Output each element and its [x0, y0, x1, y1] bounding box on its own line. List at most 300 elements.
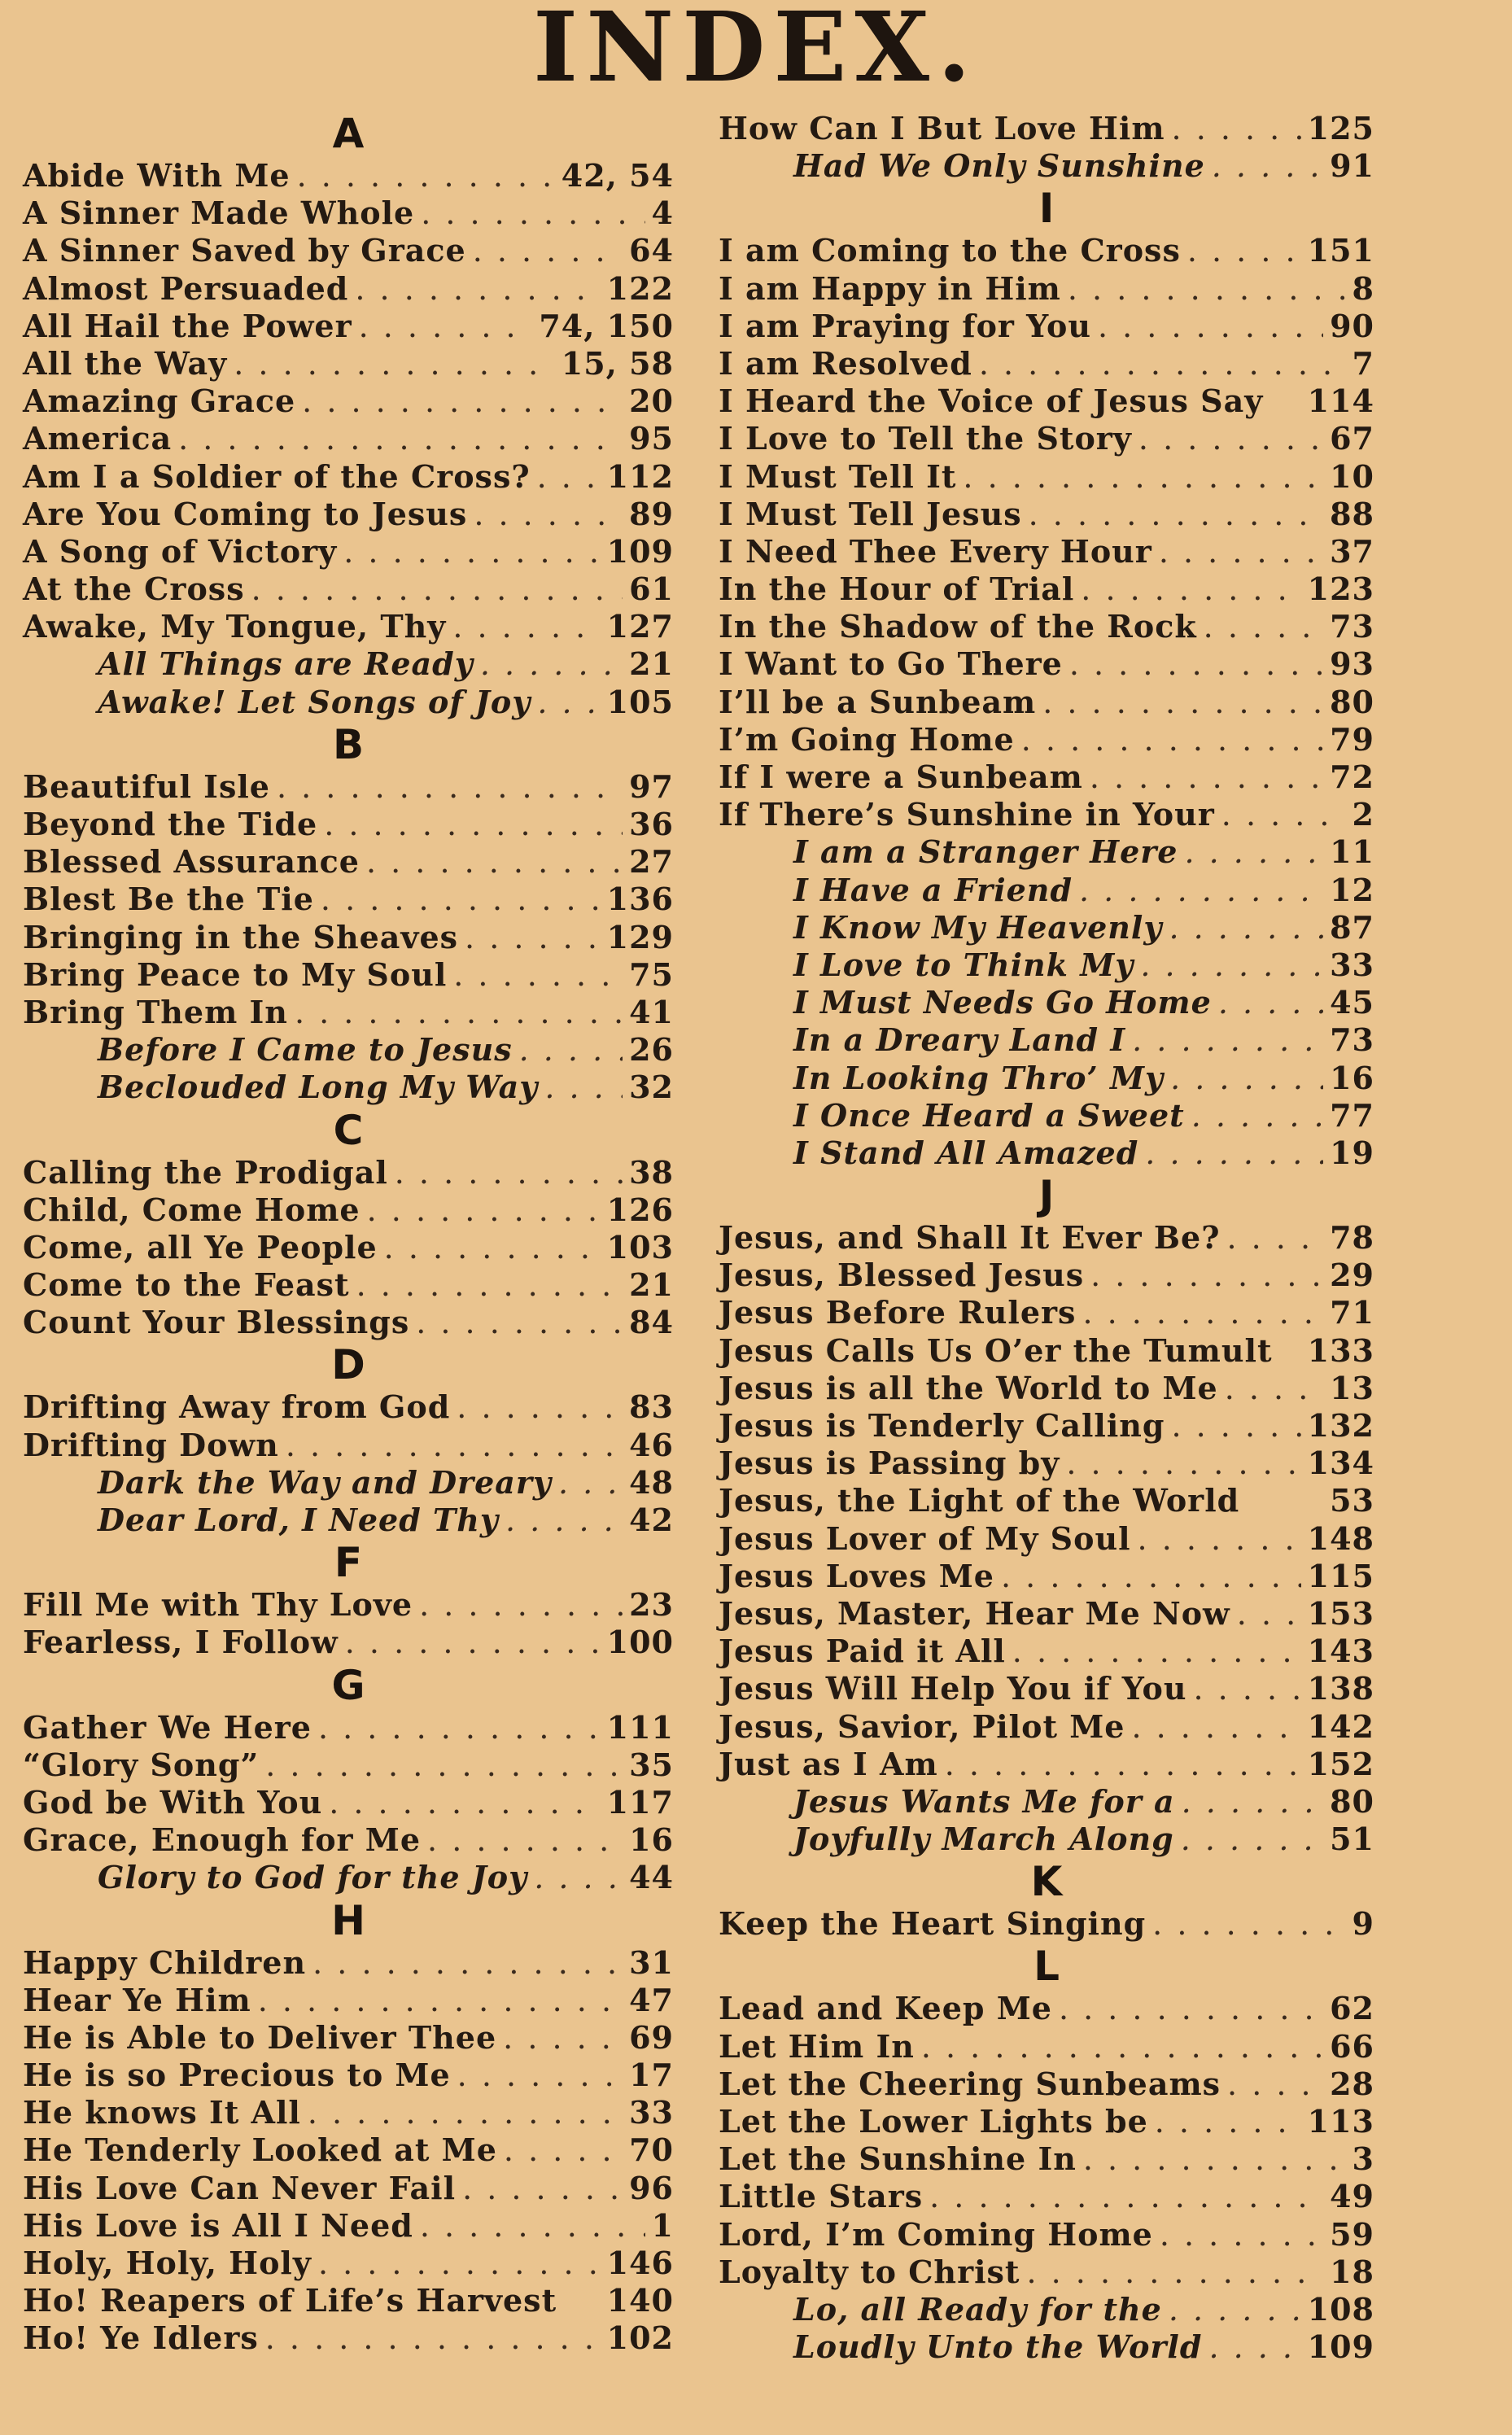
entry-title: Jesus, the Light of the World [719, 1482, 1240, 1519]
index-entry [719, 796, 1374, 833]
index-entry [719, 1633, 1374, 1670]
entry-title: Beyond the Tide [23, 806, 318, 842]
entry-page-numbers: 17 [629, 2057, 674, 2094]
entry-title: In Looking Thro’ My [793, 1059, 1165, 1096]
entry-title: Lead and Keep Me [719, 1990, 1052, 2027]
entry-title: Fill Me with Thy Love [23, 1586, 413, 1624]
entry-title: If There’s Sunshine in Your [719, 796, 1215, 833]
entry-title: Had We Only Sunshine [793, 147, 1205, 185]
entry-page-numbers: 95 [629, 420, 674, 457]
entry-page-numbers: 69 [629, 2018, 674, 2056]
entry-title: He is so Precious to Me [23, 2057, 451, 2094]
dot-leader [537, 684, 600, 721]
dot-leader [457, 2057, 623, 2094]
entry-title: I Must Tell Jesus [719, 495, 1022, 532]
entry-page-numbers: 12 [1330, 871, 1374, 908]
entry-page-numbers: 19 [1330, 1134, 1374, 1171]
index-sub-entry [23, 1464, 674, 1502]
entry-page-numbers: 80 [1330, 1782, 1374, 1820]
index-entry [23, 2170, 674, 2207]
dot-leader [1059, 1990, 1323, 2027]
entry-title: A Song of Victory [23, 532, 338, 570]
dot-leader [1026, 2254, 1323, 2291]
dot-leader [480, 645, 623, 683]
entry-page-numbers: 102 [606, 2319, 674, 2357]
entry-title: Lord, I’m Coming Home [719, 2215, 1153, 2253]
entry-title: Keep the Heart Singing [719, 1905, 1147, 1943]
entry-title: Calling the Prodigal [23, 1153, 388, 1191]
entry-page-numbers: 31 [629, 1943, 674, 1981]
index-entry [719, 458, 1374, 496]
dot-leader [1172, 110, 1301, 147]
index-entry [23, 1586, 674, 1624]
entry-page-numbers: 59 [1330, 2215, 1374, 2253]
entry-page-numbers: 100 [606, 1624, 674, 1661]
index-entry [719, 2066, 1374, 2103]
entry-page-numbers: 126 [606, 1191, 674, 1228]
entry-page-numbers: 49 [1330, 2178, 1374, 2215]
entry-page-numbers: 114 [1307, 383, 1374, 420]
entry-title: I Must Needs Go Home [793, 984, 1212, 1021]
dot-leader [1081, 570, 1300, 608]
index-entry [23, 2245, 674, 2282]
entry-page-numbers: 75 [629, 955, 674, 993]
entry-title: Awake! Let Songs of Joy [98, 683, 531, 720]
entry-page-numbers: 62 [1330, 1990, 1374, 2027]
entry-title: Bring Them In [23, 993, 288, 1030]
dot-leader [384, 1229, 601, 1266]
entry-page-numbers: 46 [629, 1426, 674, 1463]
index-entry [23, 919, 674, 956]
dot-leader [1138, 420, 1323, 457]
entry-title: Drifting Away from God [23, 1388, 451, 1426]
entry-page-numbers: 15, 58 [561, 344, 674, 382]
entry-page-numbers: 72 [1330, 758, 1374, 795]
entry-title: Jesus Before Rulers [719, 1294, 1077, 1331]
entry-page-numbers: 20 [629, 383, 674, 420]
index-entry [23, 232, 674, 269]
entry-page-numbers: 115 [1307, 1557, 1374, 1594]
entry-page-numbers: 109 [606, 532, 674, 570]
entry-page-numbers: 91 [1330, 147, 1374, 185]
entry-title: Dark the Way and Dreary [98, 1463, 552, 1501]
dot-leader [1182, 1783, 1323, 1821]
section-letter-h: H [331, 1896, 365, 1944]
section-letter-b: B [332, 720, 365, 768]
dot-leader [505, 1502, 623, 1539]
dot-leader [1227, 2066, 1323, 2103]
index-entry [719, 308, 1374, 345]
entry-title: Beautiful Isle [23, 767, 270, 805]
index-entry [23, 994, 674, 1031]
entry-page-numbers: 16 [629, 1821, 674, 1859]
dot-leader [1171, 1407, 1300, 1445]
dot-leader [1187, 232, 1301, 269]
dot-leader [1225, 1370, 1323, 1407]
index-entry [23, 157, 674, 195]
entry-title: Let the Sunshine In [719, 2140, 1077, 2178]
entry-title: Just as I Am [719, 1745, 938, 1782]
dot-leader [979, 345, 1346, 383]
entry-page-numbers: 140 [606, 2282, 674, 2319]
index-sub-entry [719, 2328, 1374, 2366]
entry-page-numbers: 109 [1307, 2328, 1374, 2366]
index-sub-entry [23, 1502, 674, 1539]
entry-page-numbers: 152 [1307, 1745, 1374, 1782]
dot-leader [1226, 1219, 1323, 1257]
index-entry [23, 1388, 674, 1426]
dot-leader [504, 2131, 623, 2169]
entry-page-numbers: 70 [629, 2131, 674, 2169]
entry-page-numbers: 103 [606, 1228, 674, 1266]
index-entry [719, 2103, 1374, 2140]
entry-title: He is Able to Deliver Thee [23, 2018, 497, 2056]
section-letter-c: C [333, 1106, 364, 1154]
dot-leader [1090, 1257, 1323, 1294]
entry-page-numbers: 138 [1307, 1670, 1374, 1707]
entry-title: I Once Heard a Sweet [793, 1096, 1185, 1134]
section-letter-a: A [332, 110, 365, 157]
entry-page-numbers: 142 [1307, 1707, 1374, 1745]
dot-leader [345, 1624, 601, 1661]
index-entry [719, 533, 1374, 570]
entry-title: Fearless, I Follow [23, 1624, 339, 1661]
index-entry [23, 1624, 674, 1661]
index-entry [719, 496, 1374, 533]
index-entry [719, 1708, 1374, 1746]
index-entry [23, 1304, 674, 1341]
dot-leader [329, 1784, 600, 1821]
dot-leader [324, 806, 623, 843]
dot-leader [297, 157, 555, 195]
entry-page-numbers: 51 [1330, 1821, 1374, 1858]
entry-page-numbers: 41 [629, 993, 674, 1030]
entry-title: Bring Peace to My Soul [23, 955, 448, 993]
entry-title: I Love to Think My [793, 946, 1134, 983]
dot-leader [420, 2207, 645, 2245]
index-entry [23, 570, 674, 608]
entry-title: I am Happy in Him [719, 269, 1061, 307]
entry-page-numbers: 64 [629, 232, 674, 269]
index-entry [23, 2057, 674, 2094]
index-entry [23, 458, 674, 496]
entry-title: All the Way [23, 344, 228, 382]
entry-page-numbers: 10 [1330, 457, 1374, 495]
dot-leader [537, 458, 601, 496]
entry-page-numbers: 105 [606, 683, 674, 720]
index-entry [23, 806, 674, 843]
dot-leader [1066, 1445, 1300, 1482]
entry-title: Awake, My Tongue, Thy [23, 608, 447, 645]
entry-title: Bringing in the Sheaves [23, 918, 459, 955]
dot-leader [416, 1304, 623, 1341]
dot-leader [453, 956, 623, 994]
entry-title: I Stand All Amazed [793, 1134, 1139, 1171]
entry-title: If I were a Sunbeam [719, 758, 1083, 795]
dot-leader [1159, 533, 1323, 570]
dot-leader [1237, 1595, 1301, 1633]
entry-title: Little Stars [719, 2178, 924, 2215]
entry-page-numbers: 8 [1352, 269, 1374, 307]
entry-title: Ho! Reapers of Life’s Harvest [23, 2282, 557, 2319]
dot-leader [503, 2019, 623, 2057]
entry-title: Jesus is Tenderly Calling [719, 1407, 1165, 1444]
index-entry [719, 270, 1374, 308]
entry-page-numbers: 87 [1330, 908, 1374, 946]
entry-title: Loyalty to Christ [719, 2253, 1020, 2290]
dot-leader [258, 1982, 623, 2019]
index-sub-entry [719, 984, 1374, 1021]
index-entry [23, 1154, 674, 1191]
entry-title: Let Him In [719, 2027, 915, 2065]
entry-title: Come, all Ye People [23, 1228, 378, 1266]
index-entry [719, 1905, 1374, 1943]
entry-title: Jesus Paid it All [719, 1633, 1006, 1670]
index-sub-entry [23, 1069, 674, 1106]
entry-title: God be With You [23, 1783, 323, 1821]
entry-title: Amazing Grace [23, 383, 296, 420]
index-entry [23, 1266, 674, 1304]
dot-leader [421, 195, 645, 232]
entry-page-numbers: 97 [629, 767, 674, 805]
entry-page-numbers: 33 [1330, 946, 1374, 983]
index-entry [719, 608, 1374, 645]
index-entry [23, 1784, 674, 1821]
entry-page-numbers: 84 [629, 1304, 674, 1341]
index-entry [23, 881, 674, 918]
entry-title: Beclouded Long My Way [98, 1069, 539, 1106]
entry-page-numbers: 80 [1330, 683, 1374, 720]
index-sub-entry [719, 1134, 1374, 1172]
section-letter-f: F [334, 1539, 363, 1587]
entry-page-numbers: 21 [629, 645, 674, 683]
entry-page-numbers: 18 [1330, 2253, 1374, 2290]
dot-leader [308, 2094, 623, 2131]
dot-leader [929, 2178, 1323, 2215]
section-letter-j: J [1038, 1172, 1055, 1220]
index-entry [23, 1229, 674, 1266]
entry-page-numbers: 32 [629, 1069, 674, 1106]
entry-title: Jesus is Passing by [719, 1445, 1060, 1482]
entry-page-numbers: 53 [1330, 1482, 1374, 1519]
entry-title: Jesus Lover of My Soul [719, 1519, 1131, 1557]
dot-leader [1098, 308, 1323, 345]
dot-leader [318, 2245, 601, 2282]
index-sub-entry [719, 872, 1374, 909]
index-entry [23, 843, 674, 881]
index-entry [719, 721, 1374, 758]
entry-title: I Need Thee Every Hour [719, 532, 1152, 570]
entry-title: America [23, 420, 173, 457]
dot-leader [395, 1154, 623, 1191]
entry-page-numbers: 21 [629, 1266, 674, 1304]
dot-leader [312, 1944, 623, 1982]
entry-page-numbers: 117 [606, 1783, 674, 1821]
entry-page-numbers: 111 [606, 1708, 674, 1746]
index-entry [23, 496, 674, 533]
dot-leader [1012, 1633, 1301, 1670]
entry-page-numbers: 45 [1330, 984, 1374, 1021]
index-entry [719, 1670, 1374, 1707]
entry-page-numbers: 133 [1307, 1331, 1374, 1369]
dot-leader [1001, 1558, 1301, 1595]
dot-leader [1152, 1905, 1345, 1943]
entry-title: Let the Lower Lights be [719, 2103, 1148, 2140]
dot-leader [355, 270, 600, 308]
entry-title: Jesus, Savior, Pilot Me [719, 1707, 1125, 1745]
dot-leader [945, 1746, 1301, 1783]
entry-title: Let the Cheering Sunbeams [719, 2065, 1221, 2102]
entry-title: At the Cross [23, 570, 245, 608]
index-entry [719, 1520, 1374, 1558]
index-sub-entry [23, 1031, 674, 1069]
dot-leader [1160, 2216, 1323, 2254]
entry-page-numbers: 143 [1307, 1633, 1374, 1670]
entry-title: Grace, Enough for Me [23, 1821, 422, 1859]
entry-title: Hear Ye Him [23, 1981, 251, 2018]
index-left-column [23, 110, 674, 2358]
entry-title: All Hail the Power [23, 307, 352, 344]
entry-page-numbers: 48 [629, 1463, 674, 1501]
entry-page-numbers: 151 [1307, 232, 1374, 269]
index-entry [719, 2140, 1374, 2178]
index-sub-entry [719, 833, 1374, 871]
index-entry [719, 110, 1374, 147]
entry-title: I Want to Go There [719, 645, 1063, 683]
entry-page-numbers: 93 [1330, 645, 1374, 683]
index-sub-entry [719, 1021, 1374, 1059]
index-entry [23, 1191, 674, 1229]
dot-leader [265, 2319, 601, 2357]
index-entry [719, 1445, 1374, 1482]
index-entry [23, 768, 674, 806]
dot-leader [462, 2170, 623, 2207]
index-entry [719, 1407, 1374, 1445]
dot-leader [1218, 984, 1323, 1021]
entry-title: I am Coming to the Cross [719, 232, 1181, 269]
entry-page-numbers: 125 [1307, 110, 1374, 146]
index-entry [719, 2216, 1374, 2254]
entry-page-numbers: 44 [629, 1859, 674, 1896]
dot-leader [1145, 1134, 1323, 1172]
dot-leader [1042, 684, 1323, 721]
index-entry [23, 2319, 674, 2357]
dot-leader [921, 2028, 1323, 2066]
index-entry [719, 345, 1374, 383]
dot-leader [427, 1821, 623, 1859]
dot-leader [1208, 2328, 1300, 2366]
entry-title: Am I a Soldier of the Cross? [23, 457, 531, 495]
index-entry [23, 420, 674, 457]
entry-page-numbers: 108 [1307, 2290, 1374, 2328]
entry-title: He Tenderly Looked at Me [23, 2131, 497, 2169]
dot-leader [1169, 909, 1323, 946]
entry-title: In the Hour of Trial [719, 570, 1075, 608]
entry-title: Dear Lord, I Need Thy [98, 1502, 499, 1538]
index-entry [23, 956, 674, 994]
index-entry [719, 2028, 1374, 2066]
dot-leader [1029, 496, 1323, 533]
entry-title: Jesus Calls Us O’er the Tumult [719, 1331, 1273, 1369]
index-entry [719, 645, 1374, 683]
entry-title: I’m Going Home [719, 720, 1015, 758]
entry-page-numbers: 148 [1307, 1519, 1374, 1557]
entry-page-numbers: 73 [1330, 608, 1374, 645]
dot-leader [343, 533, 600, 570]
entry-title: He knows It All [23, 2094, 301, 2131]
dot-leader [277, 768, 623, 806]
index-entry [719, 570, 1374, 608]
index-sub-entry [719, 147, 1374, 185]
dot-leader [359, 308, 533, 345]
entry-title: Loudly Unto the World [793, 2328, 1203, 2366]
dot-leader [251, 570, 623, 608]
dot-leader [452, 608, 600, 645]
dot-leader [1191, 1097, 1323, 1134]
entry-page-numbers: 127 [606, 608, 674, 645]
dot-leader [178, 420, 623, 457]
dot-leader [544, 1069, 623, 1106]
index-right-column [719, 110, 1374, 2366]
entry-page-numbers: 112 [606, 457, 674, 495]
entry-title: Joyfully March Along [793, 1821, 1174, 1858]
entry-title: Jesus is all the World to Me [719, 1369, 1218, 1406]
index-entry [719, 2178, 1374, 2215]
dot-leader [1131, 1708, 1300, 1746]
entry-page-numbers: 67 [1330, 420, 1374, 457]
dot-leader [318, 1709, 601, 1746]
entry-page-numbers: 16 [1330, 1059, 1374, 1096]
entry-page-numbers: 74, 150 [539, 307, 674, 344]
entry-title: I Have a Friend [793, 871, 1073, 908]
dot-leader [558, 1464, 623, 1502]
entry-title: Jesus Loves Me [719, 1557, 994, 1594]
entry-page-numbers: 96 [629, 2169, 674, 2206]
dot-leader [1021, 721, 1323, 758]
entry-page-numbers: 88 [1330, 495, 1374, 532]
entry-page-numbers: 28 [1330, 2065, 1374, 2102]
entry-title: Jesus Will Help You if You [719, 1670, 1187, 1707]
dot-leader [366, 843, 623, 881]
dot-leader [465, 919, 601, 956]
dot-leader [265, 1746, 623, 1784]
entry-page-numbers: 123 [1307, 570, 1374, 608]
entry-title: Ho! Ye Idlers [23, 2319, 259, 2357]
entry-title: I’ll be a Sunbeam [719, 683, 1037, 720]
section-letter-k: K [1030, 1858, 1063, 1906]
entry-title: Almost Persuaded [23, 269, 349, 307]
dot-leader [1221, 796, 1346, 833]
index-entry [23, 345, 674, 383]
entry-page-numbers: 42 [629, 1502, 674, 1538]
dot-leader [1181, 1821, 1323, 1858]
dot-leader [286, 1427, 623, 1464]
entry-title: A Sinner Saved by Grace [23, 232, 466, 269]
index-entry [719, 1257, 1374, 1294]
index-entry [719, 420, 1374, 457]
index-entry [23, 1821, 674, 1859]
entry-page-numbers: 78 [1330, 1219, 1374, 1257]
index-entry [23, 608, 674, 645]
entry-page-numbers: 13 [1330, 1369, 1374, 1406]
entry-page-numbers: 9 [1352, 1905, 1374, 1943]
entry-title: I Know My Heavenly [793, 908, 1163, 946]
entry-page-numbers: 23 [629, 1586, 674, 1624]
index-sub-entry [719, 1060, 1374, 1097]
section-letter-l: L [1033, 1943, 1060, 1991]
dot-leader [534, 1859, 623, 1896]
index-sub-entry [719, 1821, 1374, 1858]
